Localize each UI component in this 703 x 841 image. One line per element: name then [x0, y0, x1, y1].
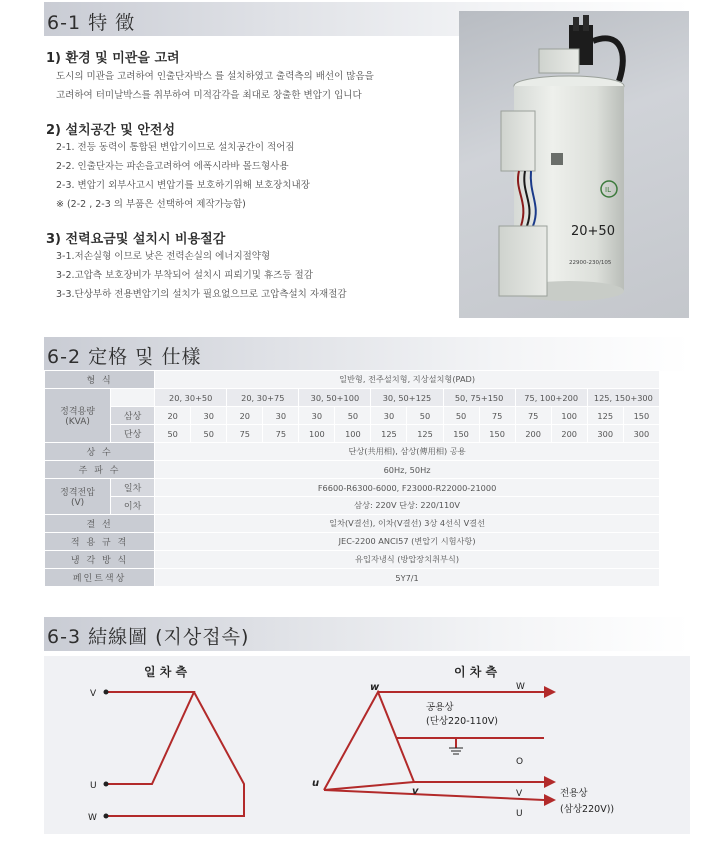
paint-label: 페인트색상	[45, 569, 155, 587]
capacity-label: 정격용량 (KVA)	[45, 389, 111, 443]
standard-value: JEC-2200 ANCI57 (변압기 시험사항)	[155, 533, 660, 551]
capacity-value: 30	[371, 407, 407, 425]
cap-group: 30, 50+125	[371, 389, 443, 407]
terminal-u	[104, 782, 109, 787]
heading-space-safety: 2) 설치공간 및 안전성	[46, 123, 176, 138]
capacity-value: 30	[299, 407, 335, 425]
voltage-label: 정격전압 (V)	[45, 479, 111, 515]
section-3-title: 6-3 結線圖 (지상접속)	[47, 626, 250, 648]
capacity-value: 100	[551, 407, 587, 425]
node-u: u	[312, 778, 320, 789]
capacity-value: 150	[623, 407, 659, 425]
section-2-title: 6-2 定格 및 仕樣	[47, 346, 202, 368]
primary-label: 일차	[111, 479, 155, 497]
output-u: U	[516, 809, 523, 819]
dedicated-phase-voltage: (삼상220V))	[560, 804, 615, 815]
table-row	[45, 479, 660, 497]
connection-value: 일차(V결선), 이차(V결선) 3상 4선식 V결선	[155, 515, 660, 533]
section-1-title: 6-1 特 徵	[47, 12, 136, 34]
three-phase-label: 삼상	[111, 407, 155, 425]
table-row	[45, 551, 660, 569]
text-line: 2-1. 전등 동력이 통합된 변압기이므로 설치공간이 적어짐	[56, 142, 295, 153]
cap-group: 20, 30+50	[155, 389, 227, 407]
freq-value: 60Hz, 50Hz	[155, 461, 660, 479]
type-value: 일반형, 전주설치형, 지상설치형(PAD)	[155, 371, 660, 389]
dedicated-phase-label: 전용상	[560, 788, 588, 799]
capacity-label: 20+50	[571, 224, 615, 239]
label-u: U	[90, 781, 97, 791]
capacity-value: 75	[227, 425, 263, 443]
capacity-value: 125	[407, 425, 443, 443]
text-line: 2-3. 변압기 외부사고시 변압기를 보호하기위해 보호장치내장	[56, 180, 310, 191]
table-row	[45, 425, 660, 443]
text-line: 3-3.단상부하 전용변압기의 설치가 필요없으므로 고압측설치 자재절감	[56, 289, 347, 300]
paint-value: 5Y7/1	[155, 569, 660, 587]
primary-value: F6600-R6300-6000, F23000-R22000-21000	[155, 479, 660, 497]
primary-winding	[106, 692, 244, 816]
plate-label: 22900-230/105	[569, 260, 612, 266]
heading-environment: 1) 환경 및 미관을 고려	[46, 51, 180, 66]
table-row	[45, 515, 660, 533]
phase-value: 단상(共用相), 삼상(傳用相) 공용	[155, 443, 660, 461]
output-v: V	[516, 789, 523, 799]
spec-table	[44, 370, 660, 587]
table-row	[45, 461, 660, 479]
capacity-value: 150	[479, 425, 515, 443]
text-line: 3-1.저손실형 이므로 낮은 전력손실의 에너지절약형	[56, 251, 271, 262]
capacity-value: 150	[443, 425, 479, 443]
node-w: w	[370, 682, 380, 693]
capacity-value: 300	[623, 425, 659, 443]
table-row	[45, 371, 660, 389]
label-v: V	[90, 689, 97, 699]
table-row	[45, 497, 660, 515]
capacity-value: 75	[479, 407, 515, 425]
capacity-value: 30	[263, 407, 299, 425]
secondary-value: 삼상: 220V 단상: 220/110V	[155, 497, 660, 515]
node-v: v	[412, 786, 419, 797]
capacity-value: 200	[515, 425, 551, 443]
output-arrows	[544, 686, 556, 806]
capacity-value: 50	[443, 407, 479, 425]
type-label: 형 식	[45, 371, 155, 389]
cooling-label: 냉 각 방 식	[45, 551, 155, 569]
shared-phase-label: 공용상	[426, 702, 454, 713]
ground-icon	[449, 748, 463, 754]
table-row	[45, 407, 660, 425]
cap-group: 125, 150+300	[587, 389, 659, 407]
connection-label: 결 선	[45, 515, 155, 533]
terminal-v	[104, 690, 109, 695]
table-row	[45, 443, 660, 461]
output-w: W	[516, 682, 525, 692]
text-line: 3-2.고압측 보호장비가 부착되어 설치시 피뢰기및 휴즈등 절감	[56, 270, 313, 281]
capacity-value: 30	[191, 407, 227, 425]
capacity-value: 50	[407, 407, 443, 425]
output-o: O	[516, 757, 524, 767]
text-line: 도시의 미관을 고려하여 인출단자박스 를 설치하였고 출력측의 배선이 많음을	[56, 71, 374, 82]
primary-side-title: 일 차 측	[144, 665, 188, 679]
phase-label: 상 수	[45, 443, 155, 461]
capacity-value: 50	[191, 425, 227, 443]
cap-group: 20, 30+75	[227, 389, 299, 407]
freq-label: 주 파 수	[45, 461, 155, 479]
capacity-value: 20	[155, 407, 191, 425]
capacity-value: 125	[371, 425, 407, 443]
svg-text:IL: IL	[605, 186, 611, 194]
capacity-value: 75	[515, 407, 551, 425]
text-line: 2-2. 인출단자는 파손을고려하여 에폭시라바 몰드형사용	[56, 161, 289, 172]
table-row	[45, 533, 660, 551]
capacity-value: 100	[299, 425, 335, 443]
capacity-value: 50	[335, 407, 371, 425]
cap-group: 75, 100+200	[515, 389, 587, 407]
shared-phase-voltage: (단상220-110V)	[426, 716, 498, 727]
transformer-photo	[459, 11, 689, 318]
cap-group: 50, 75+150	[443, 389, 515, 407]
single-phase-label: 단상	[111, 425, 155, 443]
capacity-value: 75	[263, 425, 299, 443]
table-row	[45, 569, 660, 587]
label-w: W	[88, 813, 97, 823]
text-line: 고려하여 터미날박스를 취부하여 미적감각을 최대로 창출한 변압기 입니다	[56, 90, 362, 101]
cooling-value: 유입자냉식 (방압장치취부식)	[155, 551, 660, 569]
capacity-value: 20	[227, 407, 263, 425]
capacity-value: 100	[335, 425, 371, 443]
capacity-value: 200	[551, 425, 587, 443]
secondary-label: 이차	[111, 497, 155, 515]
secondary-side-title: 이 차 측	[454, 665, 498, 679]
wiring-diagram	[44, 656, 690, 834]
capacity-value: 50	[155, 425, 191, 443]
wiring-diagram-svg	[44, 656, 690, 834]
capacity-value: 125	[587, 407, 623, 425]
transformer-illustration	[459, 11, 689, 318]
text-line: ※ (2-2 , 2-3 의 부품은 선택하여 제작가능함)	[56, 199, 246, 210]
heading-cost-saving: 3) 전력요금및 설치시 비용절감	[46, 232, 226, 247]
cap-group: 30, 50+100	[299, 389, 371, 407]
terminal-w	[104, 814, 109, 819]
capacity-value: 300	[587, 425, 623, 443]
table-row	[45, 389, 660, 407]
standard-label: 적 용 규 격	[45, 533, 155, 551]
